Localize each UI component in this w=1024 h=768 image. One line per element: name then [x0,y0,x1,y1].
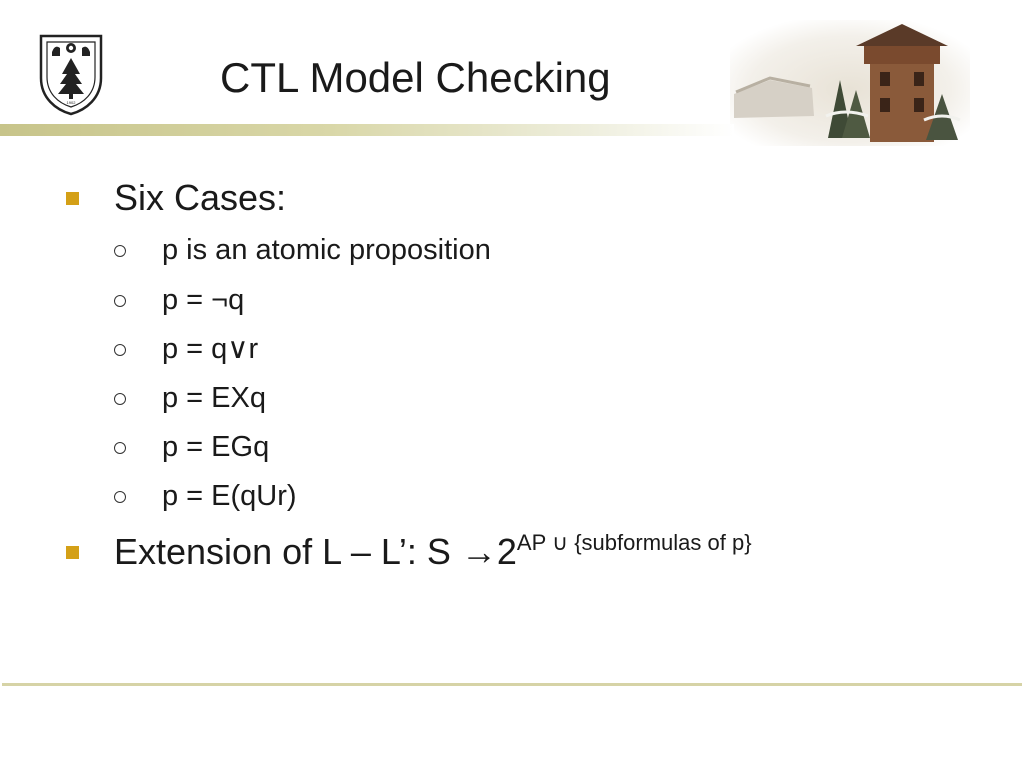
hollow-circle-bullet-icon [114,245,126,257]
hollow-circle-bullet-icon [114,295,126,307]
case-item: p = EGq [162,431,270,463]
hollow-circle-bullet-icon [114,491,126,503]
case-item: p = EXq [162,382,266,414]
case-item: p = q∨r [162,333,259,365]
extension-superscript: AP [516,530,546,555]
square-bullet-icon [66,546,79,559]
bullet-extension [114,530,752,579]
case-item: p is an atomic proposition [162,234,491,266]
bullet-six-cases: Six Cases: [114,177,287,218]
hollow-circle-bullet-icon [114,344,126,356]
hollow-circle-bullet-icon [114,442,126,454]
footer-divider-line [2,683,1022,686]
svg-text:1902: 1902 [66,100,76,105]
slide-title: CTL Model Checking [220,54,611,101]
hollow-circle-bullet-icon [114,393,126,405]
case-item: p = ¬q [162,284,245,316]
extension-set: {subformulas of p} [574,530,752,555]
case-item: p = E(qUr) [162,480,297,512]
extension-union: ∪ [545,530,575,555]
square-bullet-icon [66,192,79,205]
extension-text: Extension of L – L’: S →2 [114,531,517,572]
